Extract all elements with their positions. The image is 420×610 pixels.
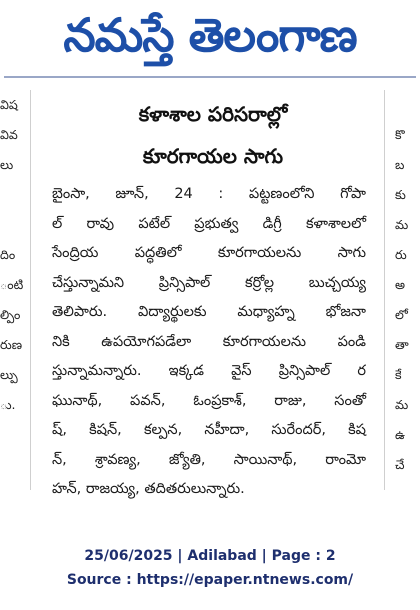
clipped-text-line: రుణ — [0, 337, 23, 352]
clipped-text-line: కే — [395, 367, 402, 382]
clipped-text-line — [0, 180, 18, 210]
clipped-text-line: ల్పిం — [0, 307, 21, 322]
clipped-text-line — [395, 90, 420, 120]
article-body-line: చేస్తున్నామని ప్రిన్సిపాల్ కర్రోల్ల బుచ్చయ్య — [52, 274, 366, 291]
right-column-rule — [384, 90, 385, 490]
newspaper-masthead — [0, 0, 420, 74]
left-column-rule — [30, 90, 31, 490]
article-body-line: న్, శ్రావణ్య, జ్యోతి, సాయినాథ్, రాంమో — [52, 451, 366, 468]
article-body-line: హన్, రాజయ్య, తదితరులున్నారు. — [52, 481, 245, 497]
clipped-text-line: అ — [395, 277, 406, 292]
clipped-text-line: రు — [395, 247, 407, 262]
article-body-line: ష్, కిషన్, కల్పన, నహీదా, సురేందర్, కిష — [52, 422, 366, 438]
clipped-text-line: దిం — [0, 247, 16, 262]
article-body-line: తెలిపారు. విద్యార్థులకు మధ్యాహ్న భోజనా — [52, 304, 366, 320]
left-column-clipped-text — [0, 90, 24, 490]
masthead-divider — [4, 76, 416, 78]
clipped-text-line: కొ — [395, 127, 405, 142]
clipped-text-line: ు. — [0, 397, 16, 412]
clipped-text-line: మ — [395, 397, 409, 412]
article-body-line: నికి ఉపయోగపడేలా కూరగాయలను పండి — [52, 333, 366, 350]
article-headline-line-2: కూరగాయల సాగు — [142, 144, 284, 168]
article-body-line: ఘునాథ్, పవన్, ఓంప్రకాశ్, రాజు, సంతో — [52, 392, 366, 409]
masthead-title: నమస్తే తెలంగాణ — [63, 8, 357, 62]
article-body-line: బైంసా, జూన్, 24 : పట్టణంలోని గోపా — [52, 186, 366, 202]
article-body — [52, 180, 366, 505]
clipped-text-line: వివ — [0, 127, 18, 142]
clipped-text-line: ల్పు — [0, 367, 18, 382]
clipped-text-line: తా — [395, 337, 409, 352]
clipped-text-line: ంటి — [0, 277, 24, 292]
clipped-text-line: మ — [395, 217, 409, 232]
article-body-line: స్తున్నామన్నారు. ఇక్కడ వైస్ ప్రిన్సిపాల్ ర — [52, 363, 366, 379]
footer-edition-info: 25/06/2025 | Adilabad | Page : 2 — [84, 548, 336, 564]
footer-source-link[interactable]: Source : https://epaper.ntnews.com/ — [66, 572, 354, 588]
clipped-text-line — [0, 210, 18, 240]
article-body-line: ల్ రావు పటేల్ ప్రభుత్వ డిగ్రీ కళాశాలలో — [52, 215, 366, 232]
right-column-clipped-text — [395, 90, 420, 490]
clipped-text-line: బ — [395, 157, 405, 172]
article-headline-line-1: కళాశాల పరిసరాల్లో — [138, 102, 288, 126]
clipped-text-line: ఉ — [395, 427, 405, 442]
clipped-text-line: చే — [395, 457, 405, 472]
clipped-text-line: కు — [395, 187, 406, 202]
clipped-text-line: లో — [395, 307, 408, 322]
article-body-line: సేంద్రియ పద్ధతిలో కూరగాయలను సాగు — [52, 245, 366, 261]
clipped-text-line: లు — [0, 157, 14, 172]
clipped-text-line: విష — [0, 97, 18, 112]
